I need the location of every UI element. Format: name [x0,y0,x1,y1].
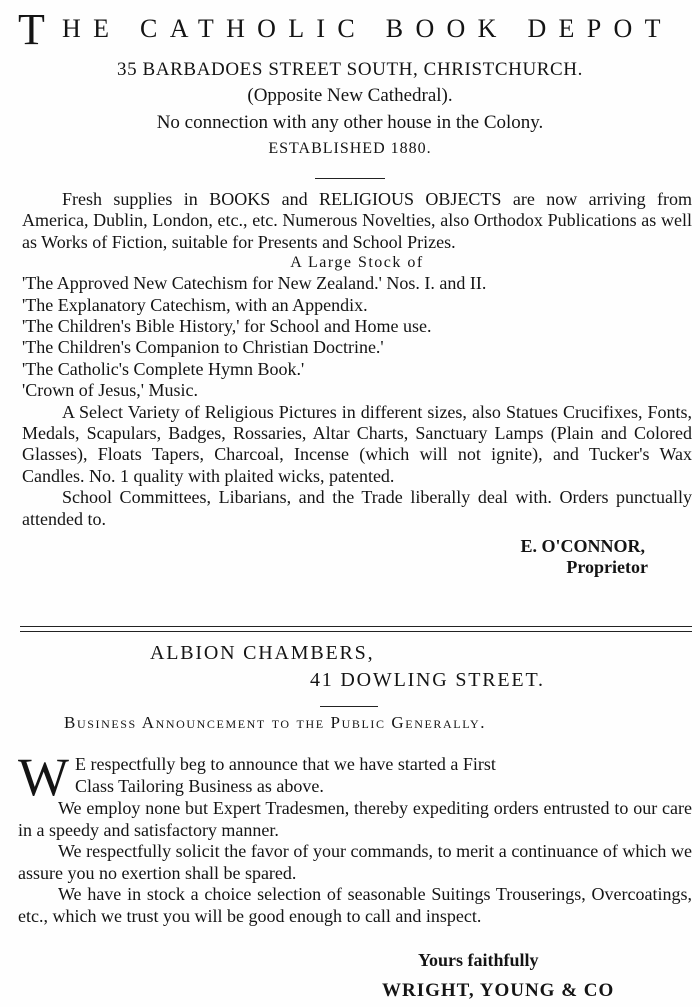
advert-body [22,189,692,530]
paragraph: We employ none but Expert Tradesmen, thereby expediting orders entrusted to our care in a speedy and satisfactory manner. [18,798,692,840]
established-line: ESTABLISHED 1880. [268,140,432,157]
divider [315,178,385,179]
address-line: 35 BARBADOES STREET SOUTH, CHRISTCHURCH. [117,59,583,80]
opposite-line: (Opposite New Cathedral). [247,85,453,106]
paragraph [18,747,692,807]
signature-title: Proprietor [566,557,648,578]
advert-body [18,747,692,927]
paragraph: Fresh supplies in BOOKS and RELIGIOUS OBJECTS are now arriving from America, Dublin, London, etc., etc. Numerous Novelties, also Orthodox Publications as well as Works of Fiction, suitable for Presents and School Prizes. [22,189,692,252]
book-list [22,273,692,401]
advert-heading [0,0,700,58]
building-name: ALBION CHAMBERS, [150,642,375,664]
list-item: 'The Children's Companion to Christian Doctrine.' [22,337,384,358]
paragraph: We have in stock a choice selection of seasonable Suitings Trouserings, Overcoatings, etc., which we trust you will be good enough to call and inspect. [18,884,692,926]
firm-name: WRIGHT, YOUNG & CO [382,980,615,1001]
divider [320,706,378,707]
drop-capital: W [18,747,69,807]
paragraph-line: E respectfully beg to announce that we have started a First [74,754,496,774]
list-item: 'Crown of Jesus,' Music. [22,380,198,401]
section-divider [20,626,692,632]
paragraph-line: Class Tailoring Business as above. [74,775,324,796]
paragraph: A Select Variety of Religious Pictures in different sizes, also Statues Crucifixes, Fonts, Medals, Scapulars, Badges, Rossaries, Altar Charts, Sanctuary Lamps (Plain and Colored Glasses), Floats Tapers, Charcoal, Incense (which will not ignite), and Tucker's Wax Candles. No. 1 quality with plaited wicks, patented. [22,401,692,486]
announcement-heading: Business Announcement to the Public Generally. [64,713,487,732]
closing-line: Yours faithfully [418,950,539,970]
paragraph: We respectfully solicit the favor of your commands, to merit a continuance of which we assure you no exertion shall be spared. [18,841,692,883]
signature-name: E. O'CONNOR, [520,536,645,557]
drop-capital: T [18,5,45,54]
list-item: 'The Catholic's Complete Hymn Book.' [22,358,305,379]
list-item: 'The Explanatory Catechism, with an Appendix. [22,294,368,315]
list-item: 'The Approved New Catechism for New Zealand.' Nos. I. and II. [22,273,487,294]
street-address: 41 DOWLING STREET. [310,669,545,691]
large-stock-heading: A Large Stock of [290,254,424,272]
paragraph: School Committees, Libarians, and the Trade liberally deal with. Orders punctually attended to. [22,487,692,529]
no-connection-line: No connection with any other house in the Colony. [156,112,544,133]
list-item: 'The Children's Bible History,' for School and Home use. [22,316,432,337]
advert-title: HE CATHOLIC BOOK DEPOT [62,14,673,43]
